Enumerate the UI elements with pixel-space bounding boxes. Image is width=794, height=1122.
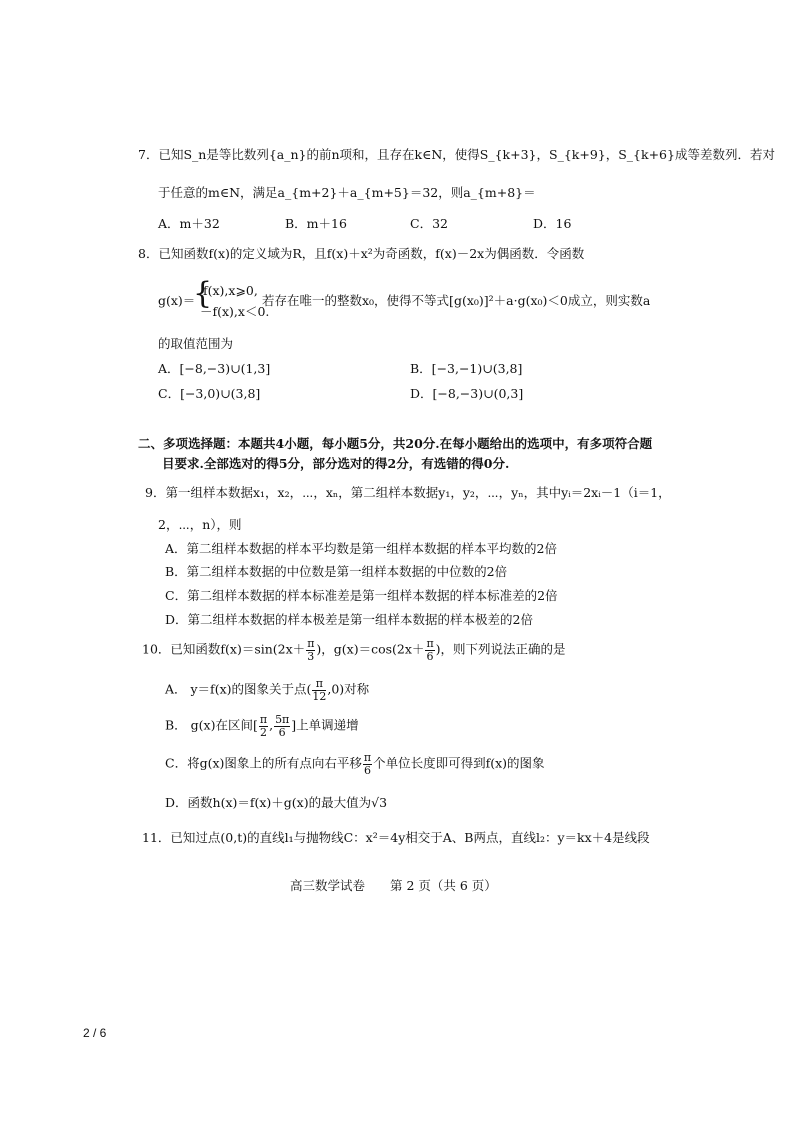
q10-stem (142, 638, 566, 662)
q10-b-frac-1: $\frac{\pi}{2}$ (259, 713, 268, 739)
q7-option-c: C．32 (410, 216, 448, 231)
q7-option-a: A．m＋32 (158, 216, 220, 231)
q7-stem-cont: 于任意的m∈N，满足a_{m+2}＋a_{m+5}＝32，则a_{m+8}＝ (158, 185, 536, 200)
q7-option-b: B．m＋16 (285, 216, 347, 231)
q8-option-c: C．[−3,0)∪(3,8] (158, 386, 261, 401)
page-indicator: 2 / 6 (83, 1026, 107, 1040)
q10-c-frac: $\frac{\pi}{6}$ (363, 751, 372, 777)
q8-g-label: g(x)＝ (158, 293, 196, 308)
q10-frac-pi-6: $\frac{\pi}{6}$ (426, 637, 434, 663)
page-footer: 高三数学试卷 第 2 页（共 6 页） (290, 878, 497, 893)
q9-stem-cont: 2，⋯，n），则 (158, 517, 242, 532)
q8-stem-cont: 的取值范围为 (158, 336, 234, 351)
q8-piecewise-brace: { (193, 276, 213, 311)
q8-stem: 8．已知函数f(x)的定义域为R，且f(x)＋x²为奇函数，f(x)－2x为偶函数．令函数 (138, 246, 585, 261)
q10-option-a: A． y＝f(x)的图象关于点( $\frac{\pi}{12}$ ,0)对称 (165, 677, 370, 703)
section2-heading: 二、多项选择题：本题共4小题，每小题5分，共20分.在每小题给出的选项中，有多项符合题 (138, 436, 653, 451)
q9-option-a: A．第二组样本数据的样本平均数是第一组样本数据的样本平均数的2倍 (165, 541, 557, 556)
q10-stem-pre: 10．已知函数f(x)＝sin(2x＋ (142, 641, 306, 657)
q7-stem: 7．已知S_n是等比数列{a_n}的前n项和，且存在k∈N，使得S_{k+3}，S_{k+9}，S_{k+6}成等差数列．若对 (138, 147, 775, 162)
q7-option-d: D．16 (533, 216, 572, 231)
q9-option-b: B．第二组样本数据的中位数是第一组样本数据的中位数的2倍 (165, 564, 508, 579)
q10-stem-mid: )，g(x)＝cos(2x＋ (316, 641, 425, 657)
q8-case-2: －f(x),x＜0. (200, 304, 270, 319)
q8-option-d: D．[−8,−3)∪(0,3] (410, 386, 524, 401)
q10-option-b: B． g(x)在区间[ $\frac{\pi}{2}$ , $\frac{5\pi}{6}$ ]上单调递增 (165, 713, 359, 739)
q9-stem: 9．第一组样本数据x₁，x₂，⋯，xₙ，第二组样本数据y₁，y₂，⋯，yₙ，其中yᵢ＝2xᵢ－1（i＝1， (145, 485, 671, 500)
q8-condition: 若存在唯一的整数x₀，使得不等式[g(x₀)]²＋a·g(x₀)＜0成立，则实数a (262, 293, 651, 308)
q8-option-a: A．[−8,−3)∪(1,3] (158, 361, 271, 376)
q10-option-c: C．将g(x)图象上的所有点向右平移 $\frac{\pi}{6}$ 个单位长度即可得到f(x)的图象 (165, 751, 545, 777)
q8-option-b: B．[−3,−1)∪(3,8] (410, 361, 523, 376)
q10-option-d: D．函数h(x)＝f(x)＋g(x)的最大值为√3 (165, 795, 388, 810)
section2-heading-cont: 目要求.全部选对的得5分，部分选对的得2分，有选错的得0分. (162, 456, 510, 471)
q10-stem-post: )，则下列说法正确的是 (435, 641, 566, 657)
q11-stem: 11．已知过点(0,t)的直线l₁与抛物线C：x²＝4y相交于A、B两点，直线l₂：y＝kx＋4是线段 (142, 830, 650, 845)
q10-b-frac-2: $\frac{5\pi}{6}$ (275, 713, 290, 739)
q9-option-d: D．第二组样本数据的样本极差是第一组样本数据的样本极差的2倍 (165, 612, 533, 627)
q8-case-1: f(x),x⩾0, (203, 283, 258, 298)
q9-option-c: C．第二组样本数据的样本标准差是第一组样本数据的样本标准差的2倍 (165, 588, 558, 603)
q10-frac-pi-3: $\frac{\pi}{3}$ (307, 637, 315, 663)
q10-a-frac: $\frac{\pi}{12}$ (312, 677, 327, 703)
